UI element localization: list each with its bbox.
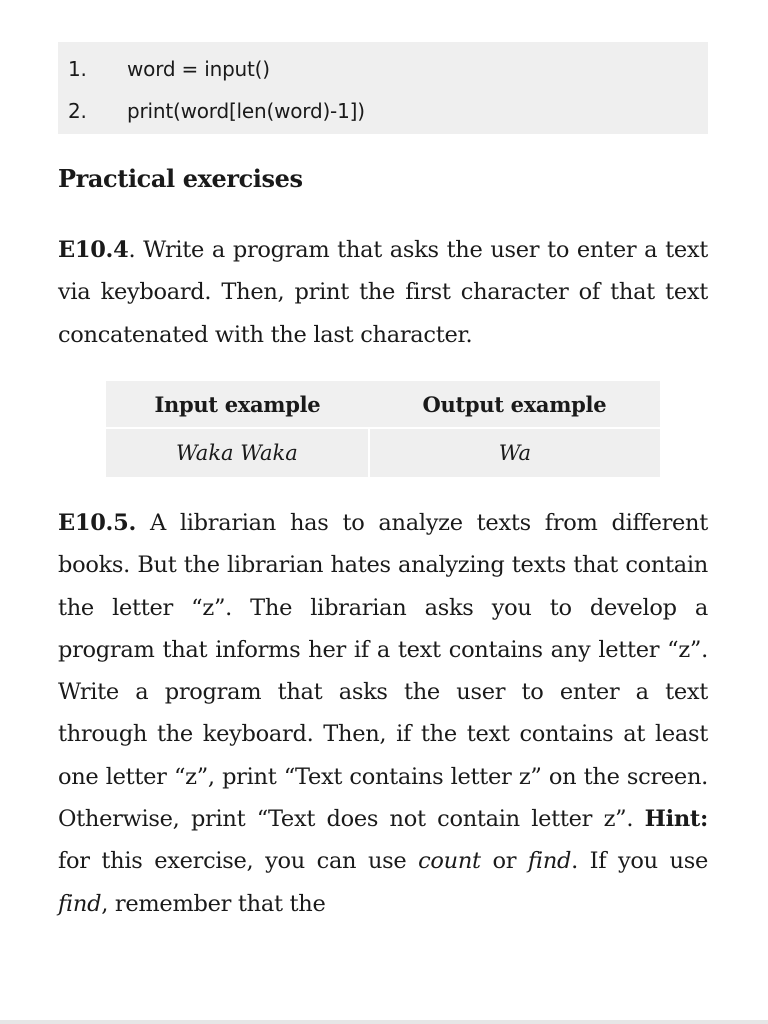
hint-text: for this exercise, you can use bbox=[58, 848, 407, 875]
exercise-e10-5 bbox=[58, 502, 708, 925]
code-line-number: 2. bbox=[68, 99, 87, 123]
term-find: find bbox=[58, 890, 102, 917]
exercise-e10-4 bbox=[58, 229, 708, 356]
table-row bbox=[106, 428, 660, 477]
hint-text: , remember that the bbox=[101, 890, 326, 917]
exercise-id: E10.4 bbox=[58, 237, 129, 263]
hint-label: Hint: bbox=[644, 806, 708, 833]
period: . bbox=[128, 237, 144, 263]
hint-text: or bbox=[492, 848, 517, 875]
hint-text: . If you use bbox=[571, 848, 708, 875]
term-find: find bbox=[527, 848, 572, 875]
table-header-output: Output example bbox=[369, 381, 660, 428]
exercise-text: A librarian has to analyze texts from different books. But the librarian hates analyzing texts that contain the letter “z”. The librarian asks you to develop a program that informs her if a text contains any letter “z”. Write a program that asks the user to enter a text through the keyboard. Then, if the text contains at least one letter “z”, print “Text contains letter z” on the screen. Otherwise, print “Text does not contain letter z”. bbox=[58, 510, 708, 833]
table-header-row bbox=[106, 381, 660, 428]
table-cell-output: Wa bbox=[369, 428, 660, 477]
exercise-id: E10.5. bbox=[58, 510, 136, 536]
code-line-number: 1. bbox=[68, 57, 87, 81]
code-block bbox=[58, 42, 708, 134]
term-count: count bbox=[418, 848, 481, 875]
code-line-text: print(word[len(word)-1]) bbox=[127, 99, 365, 123]
page-bottom-rule bbox=[0, 1020, 768, 1024]
table-header-input: Input example bbox=[106, 381, 369, 428]
code-line-text: word = input() bbox=[127, 57, 270, 81]
code-line bbox=[58, 48, 708, 90]
exercise-text: Write a program that asks the user to enter a text via keyboard. Then, print the first character of that text concatenated with the last character. bbox=[58, 237, 708, 348]
example-table bbox=[106, 381, 660, 477]
section-heading: Practical exercises bbox=[58, 164, 303, 193]
code-line bbox=[58, 90, 708, 132]
table-cell-input: Waka Waka bbox=[106, 428, 369, 477]
